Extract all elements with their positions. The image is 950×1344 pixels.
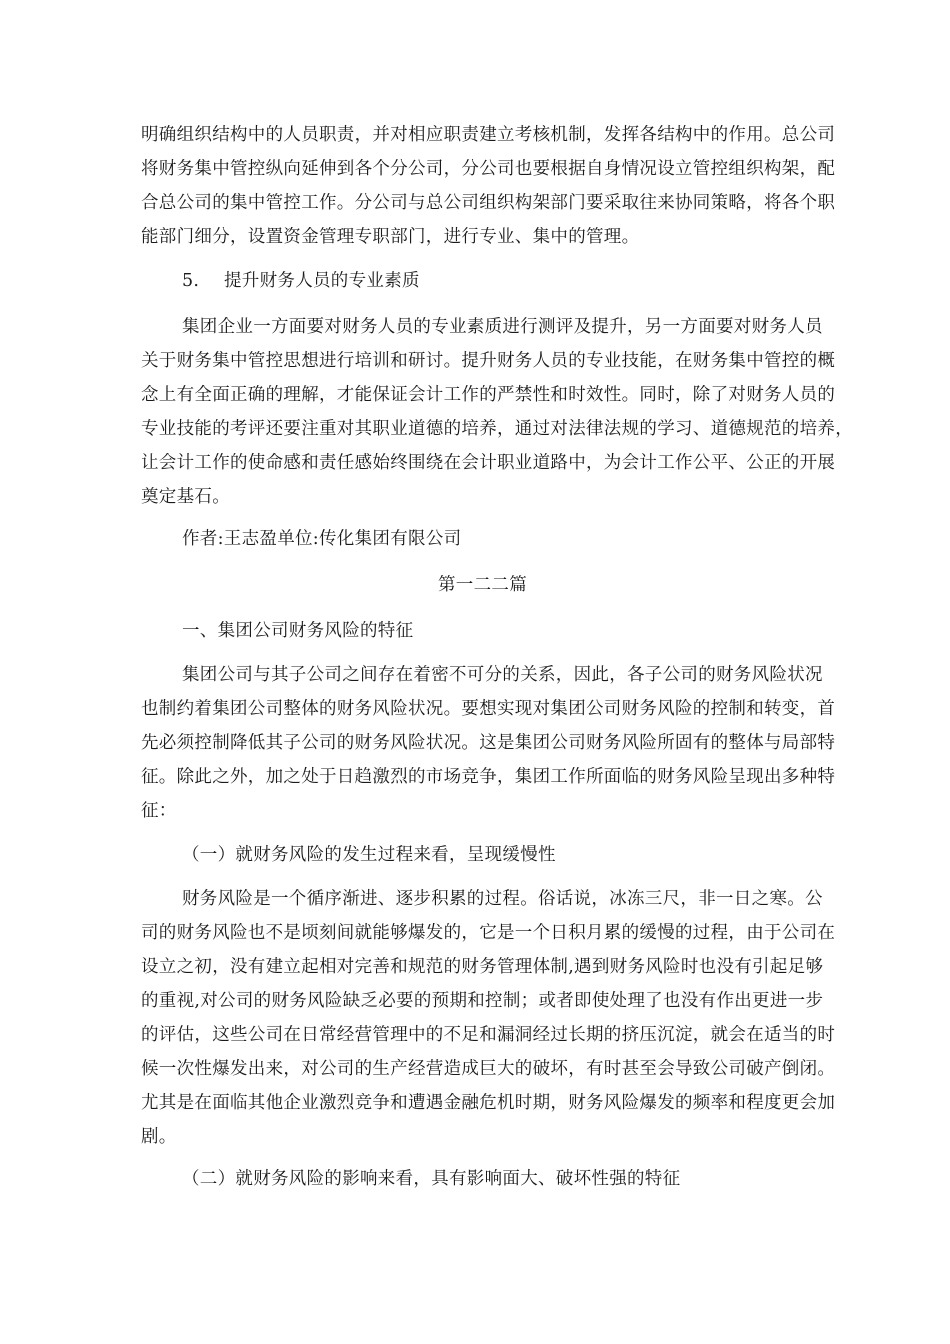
paragraph-line: 专业技能的考评还要注重对其职业道德的培养，通过对法律法规的学习、道德规范的培养， xyxy=(141,419,853,439)
paragraph-line: 征。除此之外，加之处于日趋激烈的市场竞争，集团工作所面临的财务风险呈现出多种特 xyxy=(141,767,836,787)
paragraph-line: 集团公司与其子公司之间存在着密不可分的关系，因此，各子公司的财务风险状况 xyxy=(182,665,823,685)
author-line: 作者:王志盈单位:传化集团有限公司 xyxy=(182,529,462,549)
paragraph-line: 让会计工作的使命感和责任感始终围绕在会计职业道路中，为会计工作公平、公正的开展 xyxy=(141,453,836,473)
paragraph-line: 尤其是在面临其他企业激烈竞争和遭遇金融危机时期，财务风险爆发的频率和程度更会加 xyxy=(141,1093,836,1113)
paragraph-line: 的重视,对公司的财务风险缺乏必要的预期和控制；或者即使处理了也没有作出更进一步 xyxy=(141,991,824,1011)
paragraph-line: 明确组织结构中的人员职责，并对相应职责建立考核机制，发挥各结构中的作用。总公司 xyxy=(141,125,836,145)
paragraph-line: 征： xyxy=(141,801,177,821)
paragraph-line: 的评估，这些公司在日常经营管理中的不足和漏洞经过长期的挤压沉淀，就会在适当的时 xyxy=(141,1025,836,1045)
heading-number: 5. xyxy=(182,271,200,291)
paragraph-line: 念上有全面正确的理解，才能保证会计工作的严禁性和时效性。同时，除了对财务人员的 xyxy=(141,385,836,405)
paragraph-line: 候一次性爆发出来，对公司的生产经营造成巨大的破坏，有时甚至会导致公司破产倒闭。 xyxy=(141,1059,836,1079)
section-heading: 一、集团公司财务风险的特征 xyxy=(182,621,414,641)
subsection-heading: （二）就财务风险的影响来看，具有影响面大、破坏性强的特征 xyxy=(182,1169,681,1189)
paragraph-line: 财务风险是一个循序渐进、逐步积累的过程。俗话说，冰冻三尺，非一日之寒。公 xyxy=(182,889,823,909)
heading-text: 提升财务人员的专业素质 xyxy=(224,271,420,291)
paragraph-line: 先必须控制降低其子公司的财务风险状况。这是集团公司财务风险所固有的整体与局部特 xyxy=(141,733,836,753)
section-title: 第一二二篇 xyxy=(438,575,527,595)
paragraph-line: 也制约着集团公司整体的财务风险状况。要想实现对集团公司财务风险的控制和转变，首 xyxy=(141,699,836,719)
paragraph-line: 合总公司的集中管控工作。分公司与总公司组织构架部门要采取往来协同策略，将各个职 xyxy=(141,193,836,213)
paragraph-line: 设立之初，没有建立起相对完善和规范的财务管理体制,遇到财务风险时也没有引起足够 xyxy=(141,957,824,977)
paragraph-line: 集团企业一方面要对财务人员的专业素质进行测评及提升，另一方面要对财务人员 xyxy=(182,317,823,337)
paragraph-line: 关于财务集中管控思想进行培训和研讨。提升财务人员的专业技能，在财务集中管控的概 xyxy=(141,351,836,371)
paragraph-line: 司的财务风险也不是顷刻间就能够爆发的，它是一个日积月累的缓慢的过程，由于公司在 xyxy=(141,923,836,943)
paragraph-line: 奠定基石。 xyxy=(141,487,230,507)
subsection-heading: （一）就财务风险的发生过程来看，呈现缓慢性 xyxy=(182,845,556,865)
paragraph-line: 剧。 xyxy=(141,1127,177,1147)
section-heading xyxy=(182,270,420,292)
paragraph-line: 将财务集中管控纵向延伸到各个分公司，分公司也要根据自身情况设立管控组织构架，配 xyxy=(141,159,836,179)
paragraph-line: 能部门细分，设置资金管理专职部门，进行专业、集中的管理。 xyxy=(141,227,640,247)
